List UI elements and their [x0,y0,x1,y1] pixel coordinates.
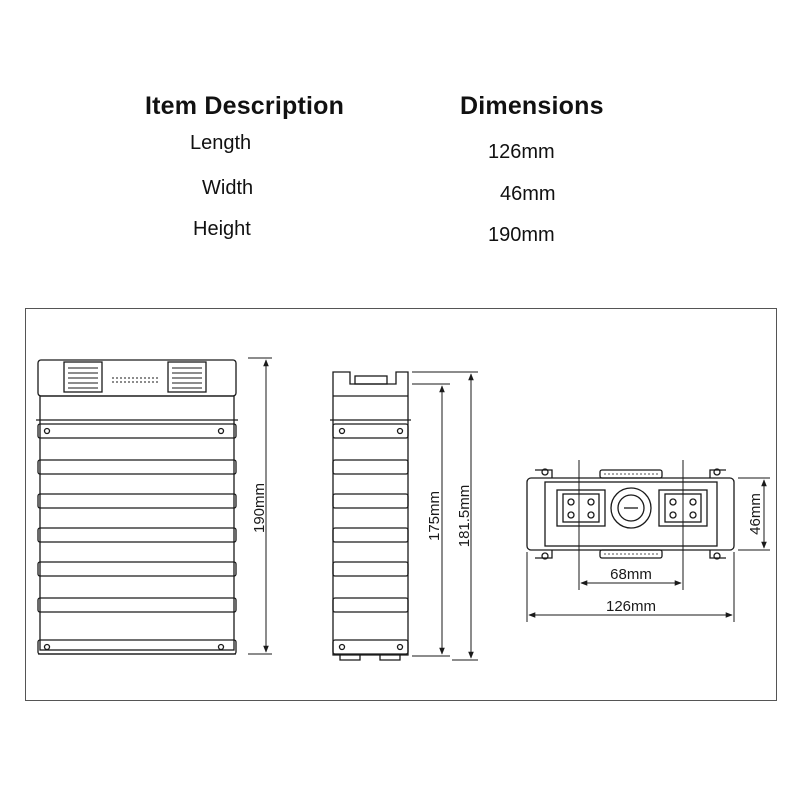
row-height-value: 190mm [488,224,555,246]
row-length-label: Length [190,132,252,154]
side-outer-height-label: 181.5mm [456,484,473,548]
row-width-label: Width [202,177,254,199]
row-height-label: Height [193,218,251,240]
row-width-value: 46mm [500,183,556,205]
item-description-header: Item Description [145,92,345,120]
front-height-label: 190mm [251,482,268,534]
top-view [527,469,734,559]
row-length-value: 126mm [488,141,555,163]
terminal-spacing-label: 68mm [610,566,652,583]
side-inner-height-label: 175mm [426,490,443,542]
dimensions-header: Dimensions [460,92,604,120]
front-view [36,360,238,654]
side-view [330,372,411,660]
top-width-label: 46mm [747,493,764,535]
top-length-label: 126mm [605,598,657,615]
